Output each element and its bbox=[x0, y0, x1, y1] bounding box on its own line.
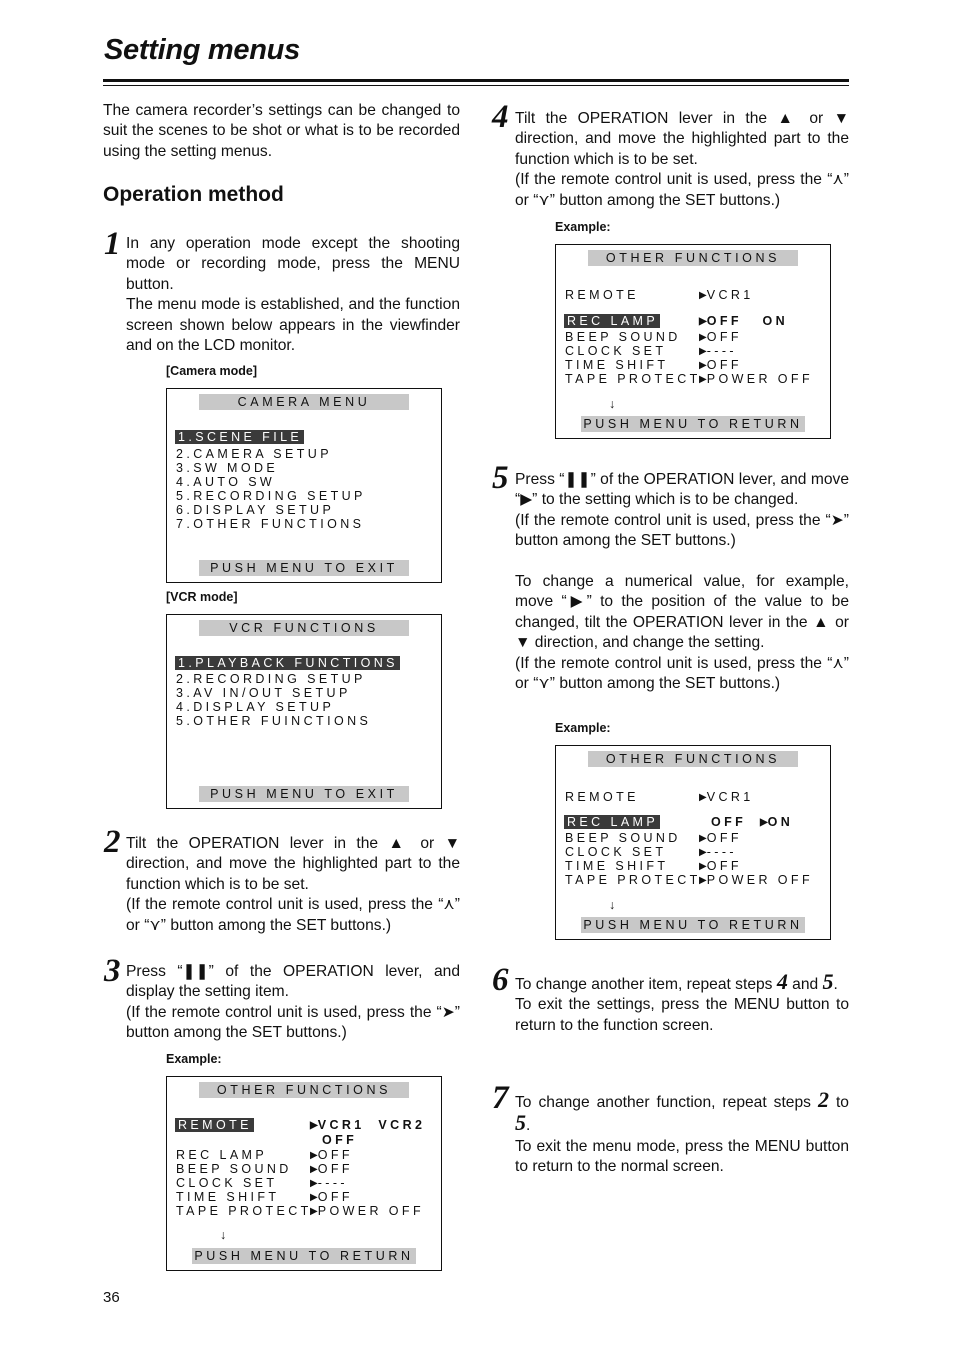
row-rec-lamp-alt: ON bbox=[767, 815, 794, 829]
step-1-p2: The menu mode is established, and the function screen shown below appears in the viewfinder and on the LCD monitor. bbox=[126, 296, 460, 355]
step-7-p1b: to bbox=[835, 1094, 849, 1111]
step-4-p1: Tilt the OPERATION lever in the ▲ or ▼ direction, and move the highlighted part to the function which is to be set. bbox=[515, 110, 849, 168]
step-4-text bbox=[515, 109, 849, 211]
page-title: Setting menus bbox=[104, 34, 300, 66]
step-number-1: 1 bbox=[104, 226, 121, 262]
vcr-menu-footer: PUSH MENU TO EXIT bbox=[199, 786, 409, 802]
row-rec-lamp-label: REC LAMP bbox=[564, 815, 660, 829]
arrow-icon: ▶ bbox=[699, 861, 707, 872]
other-functions-header: OTHER FUNCTIONS bbox=[199, 1082, 409, 1098]
row-clock-set-label: CLOCK SET bbox=[565, 845, 667, 859]
step-7-p1a: To change another function, repeat steps bbox=[515, 1094, 811, 1111]
step-3-p2: (If the remote control unit is used, press the “➤” button among the SET buttons.) bbox=[126, 1003, 460, 1042]
row-clock-set-label: CLOCK SET bbox=[176, 1176, 278, 1190]
step-6-p1b: and bbox=[792, 976, 819, 993]
step-5-p1: Press “❚❚” of the OPERATION lever, and move “▶” to the setting which is to be changed. bbox=[515, 471, 849, 509]
example-label: Example: bbox=[166, 1052, 222, 1066]
other-functions-footer: PUSH MENU TO RETURN bbox=[581, 917, 805, 933]
menu-item-recording-setup: 5.RECORDING SETUP bbox=[176, 489, 366, 503]
arrow-icon: ▶ bbox=[310, 1178, 318, 1189]
row-remote-value: VCR1 bbox=[706, 790, 754, 804]
row-rec-lamp-alt: ON bbox=[762, 314, 789, 328]
example-label: Example: bbox=[555, 721, 611, 735]
row-remote-label: REMOTE bbox=[565, 288, 639, 302]
arrow-icon: ▶ bbox=[699, 833, 707, 844]
step-2-text bbox=[126, 834, 460, 936]
step-6-text bbox=[515, 969, 849, 1036]
step-ref-5: 5 bbox=[515, 1110, 526, 1136]
menu-item-display-setup: 4.DISPLAY SETUP bbox=[176, 700, 335, 714]
camera-menu-screen bbox=[166, 388, 442, 583]
step-7-p1 bbox=[515, 1087, 849, 1137]
step-7-p1c: . bbox=[526, 1117, 531, 1135]
row-clock-set-value: ---- bbox=[706, 845, 737, 859]
row-tape-protect-label: TAPE PROTECT bbox=[565, 873, 701, 887]
row-time-shift-value: OFF bbox=[706, 358, 742, 372]
arrow-icon: ▶ bbox=[699, 792, 707, 803]
row-remote-label: REMOTE bbox=[565, 790, 639, 804]
row-time-shift-value: OFF bbox=[706, 859, 742, 873]
vcr-menu-header: VCR FUNCTIONS bbox=[199, 620, 409, 636]
row-clock-set-label: CLOCK SET bbox=[565, 344, 667, 358]
step-ref-5: 5 bbox=[822, 969, 834, 994]
row-tape-protect-value: POWER OFF bbox=[706, 372, 813, 386]
other-functions-footer: PUSH MENU TO RETURN bbox=[192, 1248, 416, 1264]
row-time-shift-label: TIME SHIFT bbox=[565, 358, 669, 372]
step-3-p1: Press “❚❚” of the OPERATION lever, and display the setting item. bbox=[126, 963, 460, 1001]
down-arrow-icon: ↓ bbox=[220, 1228, 230, 1242]
step-7-text bbox=[515, 1087, 849, 1178]
step-4-p2: (If the remote control unit is used, press the “⋏” or “⋎” button among the SET buttons.) bbox=[515, 171, 849, 209]
menu-item-scene-file: 1.SCENE FILE bbox=[175, 430, 304, 444]
arrow-icon: ▶ bbox=[310, 1206, 318, 1217]
step-number-2: 2 bbox=[104, 824, 121, 860]
arrow-icon: ▶ bbox=[310, 1192, 318, 1203]
intro-text: The camera recorder’s settings can be changed to suit the scenes to be shot or what is to be recorded using the setting menus. bbox=[103, 102, 460, 160]
row-time-shift-label: TIME SHIFT bbox=[176, 1190, 280, 1204]
step-6-p1c: . bbox=[833, 976, 838, 993]
down-arrow-icon: ↓ bbox=[609, 397, 619, 411]
other-functions-screen-b bbox=[555, 244, 831, 439]
cursor-arrow-icon: ▶ bbox=[759, 817, 768, 828]
arrow-icon: ▶ bbox=[699, 847, 707, 858]
row-remote-label: REMOTE bbox=[175, 1118, 254, 1132]
menu-item-camera-setup: 2.CAMERA SETUP bbox=[176, 447, 332, 461]
arrow-icon: ▶ bbox=[699, 290, 707, 301]
step-6-p1a: To change another item, repeat steps bbox=[515, 976, 773, 993]
camera-menu-footer: PUSH MENU TO EXIT bbox=[199, 560, 409, 576]
row-remote-value: VCR1 bbox=[706, 288, 754, 302]
other-functions-header: OTHER FUNCTIONS bbox=[588, 751, 798, 767]
arrow-icon: ▶ bbox=[699, 332, 707, 343]
title-rule-thin bbox=[103, 85, 849, 86]
cursor-arrow-icon: ▶ bbox=[310, 1120, 318, 1131]
vcr-mode-label: [VCR mode] bbox=[166, 590, 238, 604]
arrow-icon: ▶ bbox=[310, 1164, 318, 1175]
camera-menu-header: CAMERA MENU bbox=[199, 394, 409, 410]
row-rec-lamp-value: OFF bbox=[706, 314, 742, 328]
row-rec-lamp-value: OFF bbox=[317, 1148, 353, 1162]
arrow-icon: ▶ bbox=[310, 1150, 318, 1161]
down-arrow-icon: ↓ bbox=[609, 898, 619, 912]
row-beep-sound-value: OFF bbox=[706, 831, 742, 845]
camera-mode-label: [Camera mode] bbox=[166, 364, 257, 378]
row-beep-sound-label: BEEP SOUND bbox=[176, 1162, 292, 1176]
row-time-shift-value: OFF bbox=[317, 1190, 353, 1204]
menu-item-recording-setup: 2.RECORDING SETUP bbox=[176, 672, 366, 686]
row-remote-alt: VCR2 bbox=[378, 1118, 426, 1132]
menu-item-playback-functions: 1.PLAYBACK FUNCTIONS bbox=[175, 656, 400, 670]
arrow-icon: ▶ bbox=[699, 360, 707, 371]
row-beep-sound-value: OFF bbox=[317, 1162, 353, 1176]
step-ref-4: 4 bbox=[776, 969, 788, 994]
title-rule-thick bbox=[103, 79, 849, 82]
arrow-icon: ▶ bbox=[699, 374, 707, 385]
step-6-p1 bbox=[515, 969, 849, 995]
arrow-icon: ▶ bbox=[699, 346, 707, 357]
row-clock-set-value: ---- bbox=[317, 1176, 348, 1190]
row-rec-lamp-label: REC LAMP bbox=[176, 1148, 268, 1162]
step-ref-2: 2 bbox=[817, 1087, 829, 1112]
section-heading: Operation method bbox=[103, 183, 284, 206]
step-1-text bbox=[126, 234, 460, 356]
example-label: Example: bbox=[555, 220, 611, 234]
menu-item-av-inout-setup: 3.AV IN/OUT SETUP bbox=[176, 686, 351, 700]
arrow-icon: ▶ bbox=[699, 875, 707, 886]
row-clock-set-value: ---- bbox=[706, 344, 737, 358]
step-2-p1: Tilt the OPERATION lever in the ▲ or ▼ direction, and move the highlighted part to the function which is to be set. bbox=[126, 835, 460, 893]
row-tape-protect-value: POWER OFF bbox=[706, 873, 813, 887]
step-number-3: 3 bbox=[104, 953, 121, 989]
step-1-p1: In any operation mode except the shooting mode or recording mode, press the MENU button. bbox=[126, 235, 460, 293]
row-rec-lamp-value: OFF bbox=[711, 815, 747, 829]
step-number-7: 7 bbox=[492, 1080, 509, 1116]
step-2-p2: (If the remote control unit is used, press the “⋏” or “⋎” button among the SET buttons.) bbox=[126, 896, 460, 934]
step-5-p4: (If the remote control unit is used, press the “⋏” or “⋎” button among the SET buttons.) bbox=[515, 654, 849, 693]
step-number-5: 5 bbox=[492, 460, 509, 496]
other-functions-header: OTHER FUNCTIONS bbox=[588, 250, 798, 266]
row-tape-protect-label: TAPE PROTECT bbox=[565, 372, 701, 386]
menu-item-other-functions: 7.OTHER FUNCTIONS bbox=[176, 517, 365, 531]
row-rec-lamp-label: REC LAMP bbox=[564, 314, 660, 328]
menu-item-auto-sw: 4.AUTO SW bbox=[176, 475, 276, 489]
remote-sub-value: OFF bbox=[322, 1133, 358, 1147]
menu-item-other-fuinctions: 5.OTHER FUINCTIONS bbox=[176, 714, 372, 728]
step-5-text bbox=[515, 470, 849, 694]
step-7-p2: To exit the menu mode, press the MENU button to return to the normal screen. bbox=[515, 1137, 849, 1176]
cursor-arrow-icon: ▶ bbox=[699, 316, 707, 327]
row-beep-sound-value: OFF bbox=[706, 330, 742, 344]
step-number-6: 6 bbox=[492, 962, 509, 998]
menu-item-sw-mode: 3.SW MODE bbox=[176, 461, 279, 475]
other-functions-screen-c bbox=[555, 745, 831, 940]
row-tape-protect-value: POWER OFF bbox=[317, 1204, 424, 1218]
other-functions-screen-a bbox=[166, 1076, 442, 1271]
other-functions-footer: PUSH MENU TO RETURN bbox=[581, 416, 805, 432]
row-beep-sound-label: BEEP SOUND bbox=[565, 831, 681, 845]
row-remote-value: VCR1 bbox=[317, 1118, 365, 1132]
page-number: 36 bbox=[103, 1289, 120, 1306]
step-5-p3: To change a numerical value, for example, move “▶” to the position of the value to be changed, tilt the OPERATION lever in the ▲ or ▼ direction, and change the setting. bbox=[515, 573, 849, 652]
menu-item-display-setup: 6.DISPLAY SETUP bbox=[176, 503, 335, 517]
step-5-p2: (If the remote control unit is used, press the “➤” button among the SET buttons.) bbox=[515, 511, 849, 550]
vcr-functions-screen bbox=[166, 614, 442, 809]
step-6-p2: To exit the settings, press the MENU button to return to the function screen. bbox=[515, 996, 849, 1034]
row-tape-protect-label: TAPE PROTECT bbox=[176, 1204, 312, 1218]
step-3-text bbox=[126, 962, 460, 1044]
row-beep-sound-label: BEEP SOUND bbox=[565, 330, 681, 344]
row-time-shift-label: TIME SHIFT bbox=[565, 859, 669, 873]
step-number-4: 4 bbox=[492, 99, 509, 135]
